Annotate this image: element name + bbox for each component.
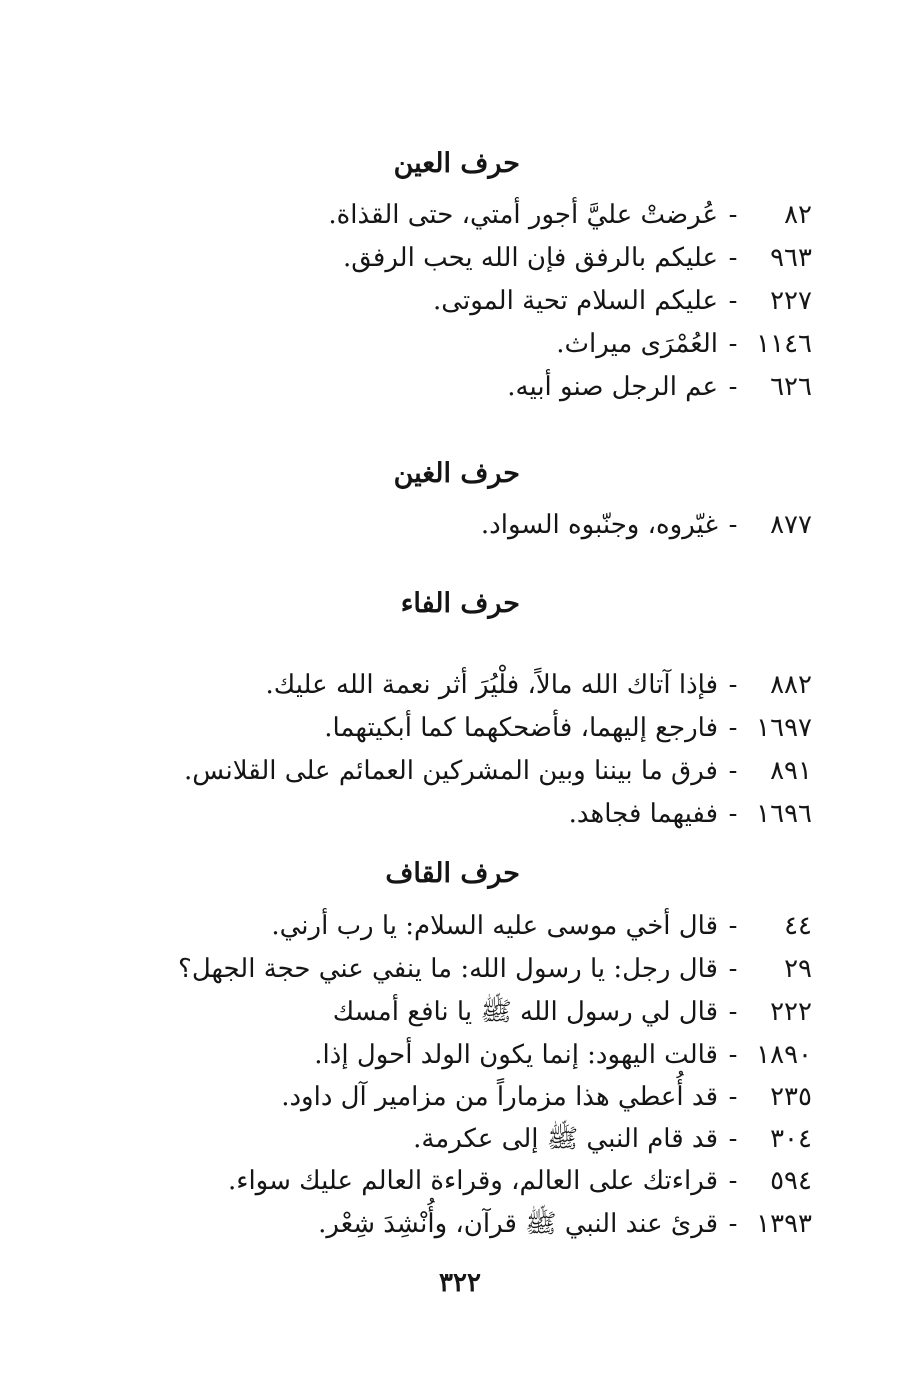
entry-dash: - [728, 200, 738, 230]
entry-text: عليكم بالرفق فإن الله يحب الرفق. [342, 243, 718, 273]
entry-dash: - [728, 1166, 738, 1196]
entry-number: ١١٤٦ [756, 329, 812, 359]
entry-dash: - [728, 510, 738, 540]
entry-number: ١٦٩٧ [756, 713, 812, 743]
entry-text: العُمْرَى ميراث. [556, 329, 718, 359]
entry-dash: - [728, 286, 738, 316]
entry-number: ٨٩١ [770, 756, 812, 786]
entry-number: ٨٢ [784, 200, 812, 230]
list-item [271, 909, 812, 943]
list-item [318, 1207, 812, 1241]
section-title-ghain: حرف الغين [393, 458, 520, 489]
entry-text: قال رجل: يا رسول الله: ما ينفي عني حجة الجهل؟ [178, 954, 718, 984]
entry-dash: - [728, 1040, 738, 1070]
list-item [178, 952, 812, 986]
entry-number: ٦٢٦ [770, 372, 812, 402]
entry-text: فرق ما بيننا وبين المشركين العمائم على القلانس. [184, 756, 718, 786]
entry-text: غيّروه، وجنّبوه السواد. [480, 510, 718, 540]
entry-text: فارجع إليهما، فأضحكهما كما أبكيتهما. [324, 713, 718, 743]
entry-dash: - [728, 713, 738, 743]
entry-number: ٢٢٧ [770, 286, 812, 316]
entry-dash: - [728, 329, 738, 359]
entry-dash: - [728, 756, 738, 786]
entry-number: ١٦٩٦ [756, 799, 812, 829]
list-item [433, 284, 812, 318]
entry-text: قال أخي موسى عليه السلام: يا رب أرني. [271, 911, 718, 941]
entry-number: ٢٣٥ [770, 1082, 812, 1112]
list-item [324, 711, 812, 745]
entry-text: قد قام النبي ﷺ إلى عكرمة. [413, 1124, 718, 1154]
entry-number: ٢٩ [784, 954, 812, 984]
entry-text: ففيهما فجاهد. [568, 799, 718, 829]
entry-number: ٥٩٤ [770, 1166, 812, 1196]
entry-text: قالت اليهود: إنما يكون الولد أحول إذا. [314, 1040, 718, 1070]
entry-text: قد أُعطي هذا مزماراً من مزامير آل داود. [281, 1082, 718, 1112]
list-item [333, 995, 812, 1029]
list-item [481, 508, 812, 542]
entry-dash: - [728, 1082, 738, 1112]
entry-number: ٣٠٤ [770, 1124, 812, 1154]
section-title-ain: حرف العين [393, 148, 520, 179]
entry-number: ٨٨٢ [770, 670, 812, 700]
entry-text: عُرضتْ عليَّ أجور أمتي، حتى القذاة. [328, 200, 718, 230]
list-item [184, 754, 812, 788]
list-item [266, 668, 812, 702]
entry-dash: - [728, 997, 738, 1027]
list-item [228, 1164, 812, 1198]
entry-dash: - [728, 1209, 738, 1239]
list-item [413, 1122, 812, 1156]
list-item [328, 198, 812, 232]
page-number: ٣٢٢ [439, 1268, 481, 1298]
entry-dash: - [728, 799, 738, 829]
entry-dash: - [728, 243, 738, 273]
list-item [281, 1080, 812, 1114]
entry-text: قال لي رسول الله ﷺ يا نافع أمسك [332, 997, 718, 1027]
entry-number: ١٣٩٣ [756, 1209, 812, 1239]
entry-number: ٢٢٢ [770, 997, 812, 1027]
list-item [507, 370, 812, 404]
section-title-qaf: حرف القاف [385, 858, 520, 889]
entry-dash: - [728, 911, 738, 941]
entry-dash: - [728, 1124, 738, 1154]
entry-text: قراءتك على العالم، وقراءة العالم عليك سواء. [227, 1166, 718, 1196]
entry-dash: - [728, 372, 738, 402]
entry-number: ٩٦٣ [770, 243, 812, 273]
section-title-fa: حرف الفاء [400, 588, 520, 619]
list-item [314, 1038, 812, 1072]
entry-text: قرئ عند النبي ﷺ قرآن، وأُنْشِدَ شِعْر. [318, 1209, 718, 1239]
entry-text: عليكم السلام تحية الموتى. [433, 286, 718, 316]
entry-dash: - [728, 670, 738, 700]
list-item [556, 327, 812, 361]
entry-dash: - [728, 954, 738, 984]
entry-number: ١٨٩٠ [756, 1040, 812, 1070]
entry-number: ٤٤ [784, 911, 812, 941]
entry-text: فإذا آتاك الله مالاً، فلْيُرَ أثر نعمة الله عليك. [265, 670, 718, 700]
list-item [569, 797, 812, 831]
entry-number: ٨٧٧ [770, 510, 812, 540]
entry-text: عم الرجل صنو أبيه. [507, 372, 718, 402]
list-item [343, 241, 812, 275]
